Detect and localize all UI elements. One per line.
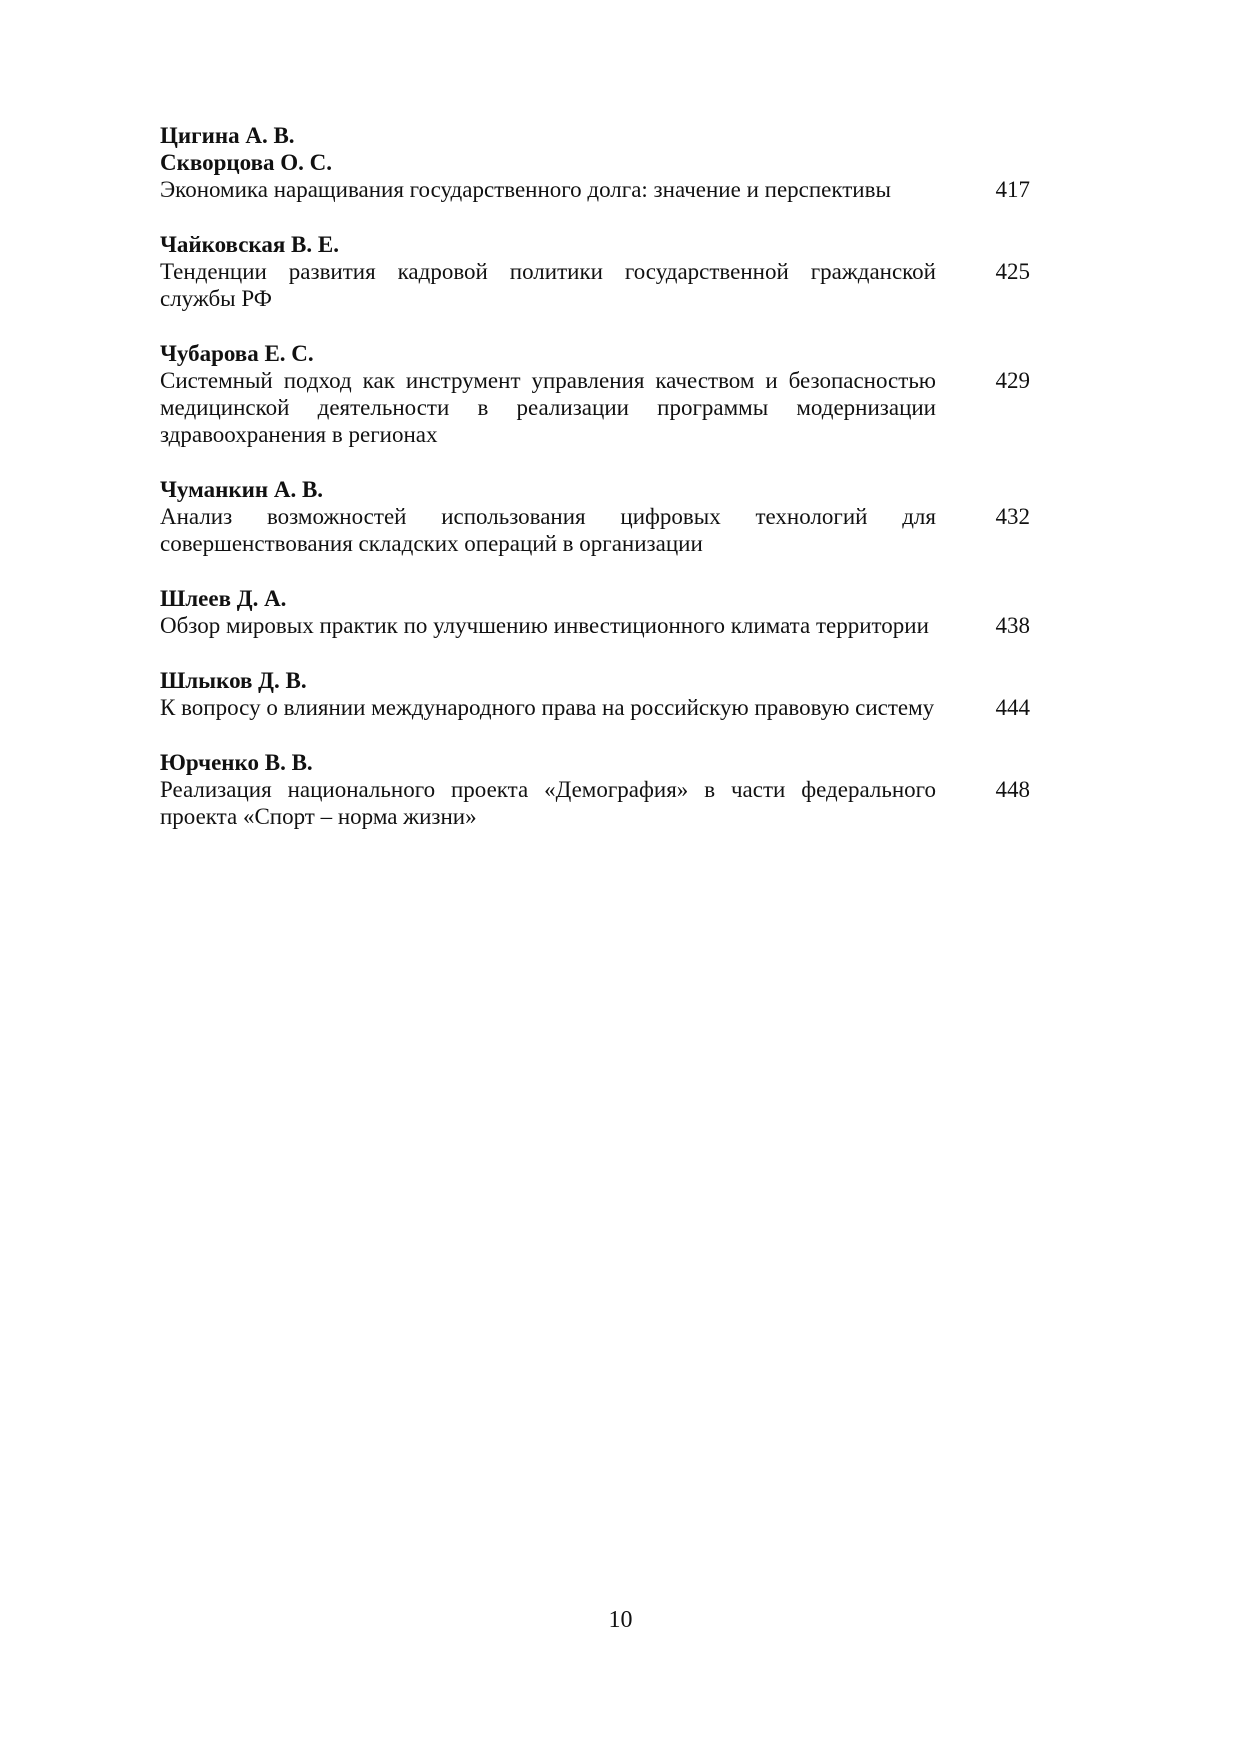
toc-page-ref: 432 — [995, 504, 1030, 529]
toc-entry-row — [160, 503, 1030, 557]
toc-entry — [160, 667, 1030, 721]
toc-page-ref: 425 — [995, 259, 1030, 284]
toc-entry-row — [160, 612, 1030, 639]
toc-entry-row — [160, 367, 1030, 448]
toc-entry-row — [160, 176, 1030, 203]
toc-title: Обзор мировых практик по улучшению инвестиционного климата территории — [160, 613, 929, 638]
toc-title: К вопросу о влиянии международного права на российскую правовую систему — [160, 695, 935, 720]
toc-author: Юрченко В. В. — [160, 750, 313, 775]
toc-author: Чубарова Е. С. — [160, 341, 314, 366]
toc-title: Экономика наращивания государственного долга: значение и перспективы — [160, 177, 891, 202]
toc-title: Системный подход как инструмент управления качеством и безопасностью медицинской деятельности в реализации программы модернизации здравоохранения в регионах — [160, 368, 936, 447]
toc-page-ref: 438 — [995, 613, 1030, 638]
toc-title: Тенденции развития кадровой политики государственной гражданской службы РФ — [160, 259, 936, 311]
toc-author: Чуманкин А. В. — [160, 477, 324, 502]
toc-entry-row — [160, 258, 1030, 312]
page-number: 10 — [608, 1607, 633, 1633]
table-of-contents — [160, 122, 1030, 858]
toc-author: Скворцова О. С. — [160, 150, 333, 175]
toc-entry — [160, 340, 1030, 448]
toc-entry — [160, 476, 1030, 557]
toc-page-ref: 444 — [995, 695, 1030, 720]
toc-author: Шлыков Д. В. — [160, 668, 307, 693]
toc-entry — [160, 231, 1030, 312]
toc-page-ref: 448 — [995, 777, 1030, 802]
toc-entry — [160, 749, 1030, 830]
toc-author: Шлеев Д. А. — [160, 586, 287, 611]
toc-entry-row — [160, 776, 1030, 830]
toc-title: Реализация национального проекта «Демография» в части федерального проекта «Спорт – норма жизни» — [160, 777, 936, 829]
toc-page-ref: 429 — [995, 368, 1030, 393]
toc-entry — [160, 122, 1030, 203]
toc-page-ref: 417 — [995, 177, 1030, 202]
toc-title: Анализ возможностей использования цифровых технологий для совершенствования складских операций в организации — [160, 504, 936, 556]
toc-entry — [160, 585, 1030, 639]
toc-author: Чайковская В. Е. — [160, 232, 339, 257]
toc-entry-row — [160, 694, 1030, 721]
toc-author: Цигина А. В. — [160, 123, 295, 148]
